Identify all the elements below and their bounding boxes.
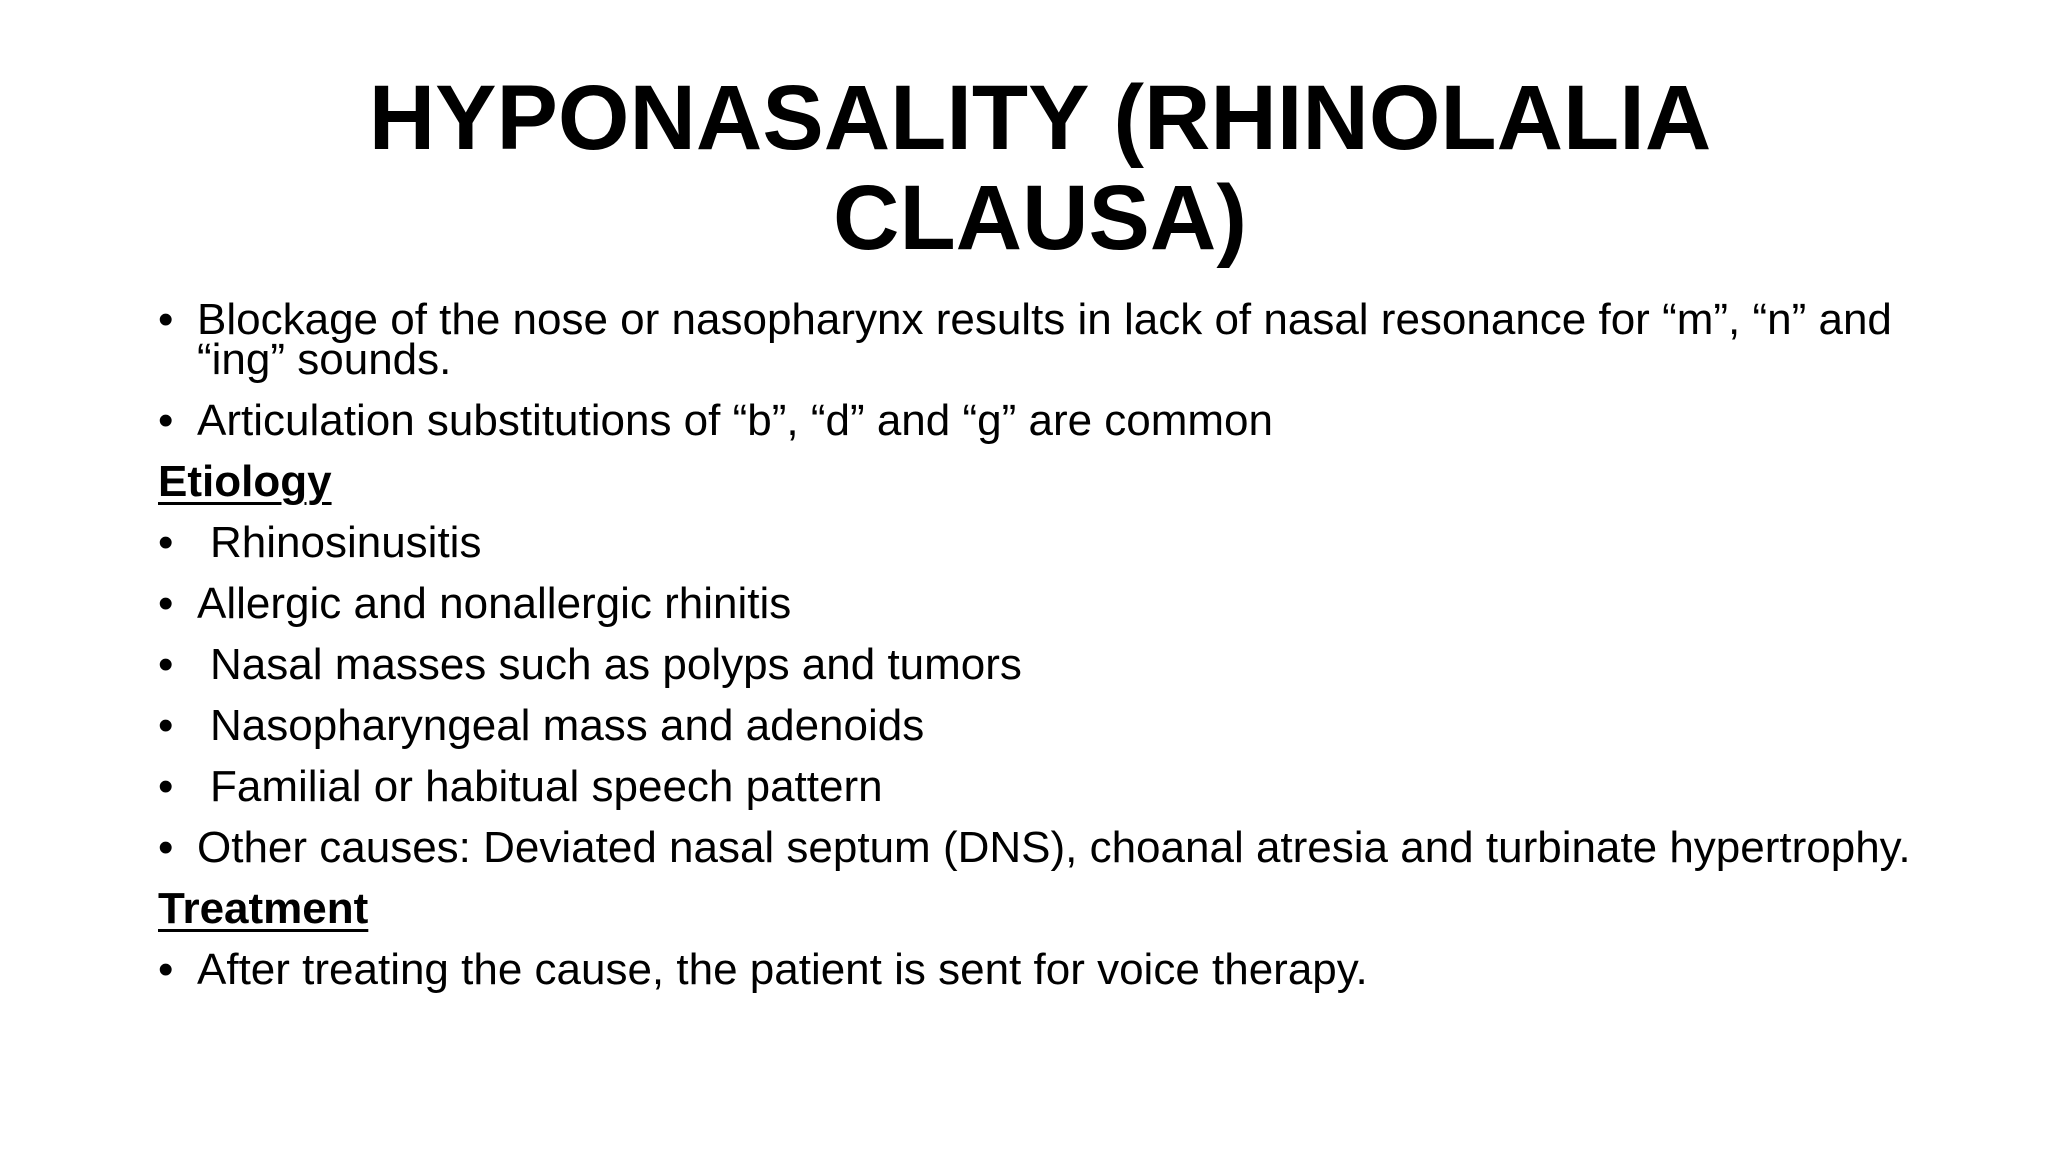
bullet-icon: •	[158, 823, 174, 872]
list-item	[158, 579, 1958, 628]
bullet-icon: •	[158, 518, 174, 567]
bullet-icon: •	[158, 579, 174, 628]
list-item	[158, 396, 1958, 445]
treatment-heading: Treatment	[158, 884, 369, 933]
slide-title-line-2: CLAUSA)	[833, 167, 1247, 269]
list-item	[158, 945, 1958, 994]
bullet-text: After treating the cause, the patient is sent for voice therapy.	[197, 945, 1368, 994]
list-item	[158, 823, 1958, 872]
list-item	[158, 295, 1958, 384]
bullet-icon: •	[158, 295, 174, 344]
bullet-text: Familial or habitual speech pattern	[210, 762, 883, 811]
etiology-heading: Etiology	[158, 457, 332, 506]
bullet-icon: •	[158, 396, 174, 445]
list-item	[158, 701, 1958, 750]
slide-title	[200, 68, 1880, 268]
slide-body	[158, 295, 1958, 1011]
bullet-text: Nasal masses such as polyps and tumors	[210, 640, 1022, 689]
bullet-icon: •	[158, 945, 174, 994]
bullet-icon: •	[158, 640, 174, 689]
bullet-icon: •	[158, 762, 174, 811]
bullet-text: Other causes: Deviated nasal septum (DNS), choanal atresia and turbinate hypertrophy.	[197, 823, 1911, 872]
bullet-icon: •	[158, 701, 174, 750]
bullet-text: Rhinosinusitis	[210, 518, 482, 567]
list-item	[158, 518, 1958, 567]
bullet-text: Articulation substitutions of “b”, “d” and “g” are common	[197, 396, 1274, 445]
list-item	[158, 640, 1958, 689]
bullet-text: Nasopharyngeal mass and adenoids	[210, 701, 925, 750]
list-item	[158, 762, 1958, 811]
bullet-text: Allergic and nonallergic rhinitis	[197, 579, 792, 628]
bullet-text: Blockage of the nose or nasopharynx results in lack of nasal resonance for “m”, “n” and “ing” sounds.	[197, 295, 1892, 384]
slide-title-line-1: HYPONASALITY (RHINOLALIA	[368, 67, 1712, 169]
